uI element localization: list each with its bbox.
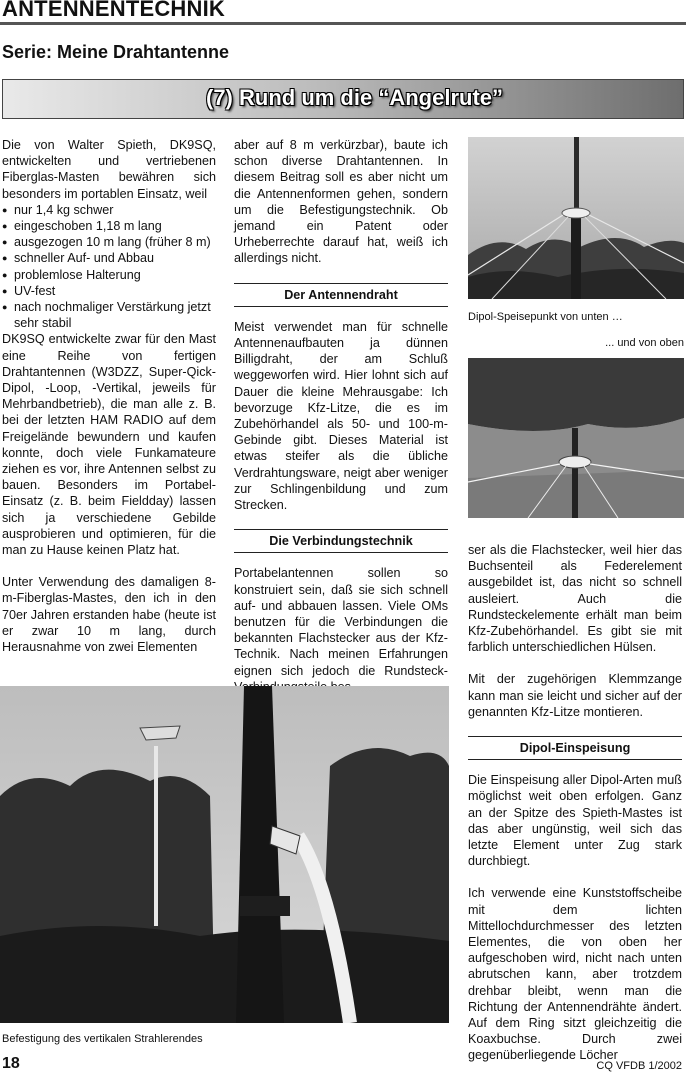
col2-paragraph-1: aber auf 8 m verkürzbar), baute ich schon diverse Drahtantennen. In diesem Beitrag soll es aber nicht um die Antennenformen gehen, sondern um die Befestigungstechnik. Ob jemand ein Patent oder Urheberrechte darauf hat, weiß ich allerdings nicht.: [234, 138, 448, 266]
section-title: ANTENNENTECHNIK: [2, 0, 225, 21]
subheading-antennendraht: Der Antennendraht: [234, 283, 448, 307]
list-item: ● schneller Auf- und Abbau: [2, 250, 216, 266]
list-item: ● problemlose Halterung: [2, 267, 216, 283]
article-banner: [2, 79, 684, 119]
caption-feedpoint-above: ... und von oben: [605, 337, 684, 349]
subheading-verbindungstechnik: Die Verbindungstechnik: [234, 529, 448, 553]
advantages-list: [2, 202, 216, 332]
col1-paragraph-3: Unter Verwendung des damaligen 8-m-Fiberglas-Mastes, den ich in den 70er Jahren erstanden habe (heute ist er zwar 10 m lang, durch Herausnahme von zwei Elementen: [2, 575, 216, 655]
col3-paragraph-4: Ich verwende eine Kunststoffscheibe mit dem lichten Mittellochdurchmesser des letzten Elementes, die von oben her aufgeschoben wird, nicht nach unten abrutschen kann, aber trotzdem drehbar bleibt, wenn man die Richtung der Antennendrähte ändert. Auf dem Ring sitzt gleichzeitig die Koaxbuchse. Durch zwei gegenüberliegende Löcher: [468, 886, 682, 1063]
list-item: ● UV-fest: [2, 283, 216, 299]
photo-drawing: [0, 686, 449, 1023]
list-item: ● eingeschoben 1,18 m lang: [2, 218, 216, 234]
col3-paragraph-3: Die Einspeisung aller Dipol-Arten muß möglichst weit oben erfolgen. Ganz an der Spitze des Spieth-Mastes ist das aber ungünstig, weil sich das letzte Element unter Zug stark durchbiegt.: [468, 773, 682, 869]
col2-paragraph-3: Portabelantennen sollen so konstruiert sein, daß sie sich schnell auf- und abbauen lassen. Viele OMs benutzen für die Verbindungen die bekannten Flachstecker aus der Kfz-Technik. Nach meinen Erfahrungen eignen sich jedoch die Rundsteck-: [234, 566, 448, 678]
list-item: ● ausgezogen 10 m lang (früher 8 m): [2, 234, 216, 250]
list-item: ● nach nochmaliger Verstärkung jetzt sehr stabil: [2, 299, 216, 331]
page-number: 18: [2, 1055, 20, 1072]
col3-paragraph-2: Mit der zugehörigen Klemmzange kann man sie leicht und sicher auf der genannten Kfz-Litze montieren.: [468, 672, 682, 719]
column-2: [234, 137, 448, 711]
col2-paragraph-2: Meist verwendet man für schnelle Antennenaufbauten ja dünnen Billigdraht, der am Schluß weggeworfen wird. Hier lohnt sich auf Dauer die kleine Mehrausgabe: Ich bevorzuge Kfz-Litze, die es im Zubehörhandel als 50- und 100-m-Gebinde gibt. Dieses Material ist etwas steifer als die übliche Verdrahtungsware, neigt aber weniger zur Schlingenbildung und zum Strecken.: [234, 319, 448, 513]
col1-paragraph-1: Die von Walter Spieth, DK9SQ, entwickelten und vertriebenen Fiberglas-Masten bewähren sich besonders im portablen Einsatz, weil: [2, 138, 216, 201]
photo-drawing: [468, 358, 684, 518]
article-title: (7) Rund um die “Angelrute”: [206, 85, 503, 110]
series-title: Serie: Meine Drahtantenne: [2, 42, 230, 62]
caption-feedpoint-below: Dipol-Speisepunkt von unten …: [468, 311, 623, 323]
header-rule: [0, 22, 686, 25]
photo-dipol-feedpoint-above: [468, 358, 684, 518]
photo-dipol-feedpoint-below: [468, 137, 684, 299]
issue-label: CQ VFDB 1/2002: [596, 1060, 682, 1072]
column-3: [468, 542, 682, 1080]
subheading-dipol-einspeisung: Dipol-Einspeisung: [468, 736, 682, 760]
photo-drawing: [468, 137, 684, 299]
caption-vertical-radiator-mount: Befestigung des vertikalen Strahlerendes: [2, 1033, 203, 1045]
col1-paragraph-2: DK9SQ entwickelte zwar für den Mast eine Reihe von fertigen Drahtantennen (W3DZZ, Super-Qick-Dipol, -Loop, -Vertikal, jeweils für Mehrbandbetrieb), die man alle z. B. bei der letzten HAM RADIO auf dem Freigelände bewundern und kaufen konnte, doch viele Funkamateure ziehen es vor, ihre Antennen selbst zu bauen. Besonders im Portabel-Einsatz (z. B. beim Fieldday) lassen sich ja verschiedene Gebilde ausprobieren und optimieren, für die man zu Hause keinen Platz hat.: [2, 332, 216, 558]
list-item: ● nur 1,4 kg schwer: [2, 202, 216, 218]
col3-paragraph-1: ser als die Flachstecker, weil hier das Buchsenteil als Federelement ausgebildet ist, das nicht so schnell ausleiert. Auch die Rundsteckelemente erhält man beim Kfz-Zubehörhandel. Es gibt sie mit farblich unterschiedlichen Hülsen.: [468, 543, 682, 655]
photo-vertical-radiator-mount: [0, 686, 449, 1023]
column-1: [2, 137, 216, 671]
